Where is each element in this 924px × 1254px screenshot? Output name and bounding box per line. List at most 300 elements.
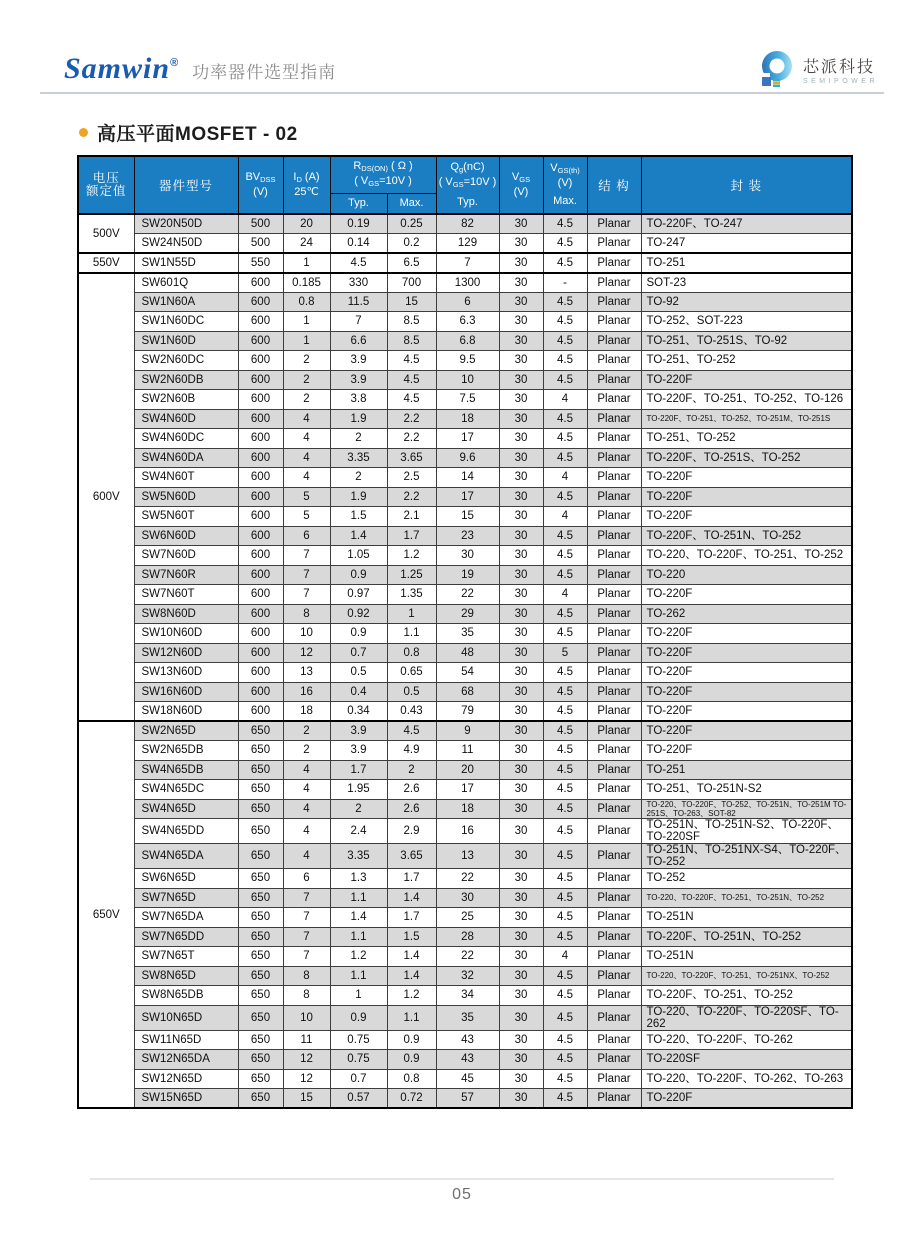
cell-rtyp: 0.9	[330, 624, 387, 644]
cell-vgs: 30	[499, 487, 543, 507]
cell-rtyp: 1.9	[330, 409, 387, 429]
cell-pkg: TO-92	[641, 292, 852, 312]
col-header-vgsth: $V_{GS(th)}$ (V) Max.	[543, 156, 587, 214]
cell-qg: 25	[436, 908, 499, 928]
cell-bv: 600	[238, 273, 283, 293]
cell-vgs: 30	[499, 1089, 543, 1109]
cell-vth: 4.5	[543, 780, 587, 800]
cell-pkg: TO-220F	[641, 721, 852, 741]
cell-qg: 45	[436, 1069, 499, 1089]
cell-vgs: 30	[499, 947, 543, 967]
cell-vgs: 30	[499, 966, 543, 986]
cell-bv: 600	[238, 565, 283, 585]
cell-rmax: 0.9	[387, 1050, 436, 1070]
cell-rmax: 0.72	[387, 1089, 436, 1109]
cell-bv: 650	[238, 1005, 283, 1030]
table-header	[78, 156, 852, 214]
cell-id: 1	[283, 253, 330, 273]
cell-structure: Planar	[587, 448, 641, 468]
cell-vth: 4.5	[543, 331, 587, 351]
cell-qg: 35	[436, 1005, 499, 1030]
cell-rtyp: 3.9	[330, 351, 387, 371]
cell-structure: Planar	[587, 409, 641, 429]
cell-vgs: 30	[499, 390, 543, 410]
cell-qg: 32	[436, 966, 499, 986]
cell-vgs: 30	[499, 986, 543, 1006]
table-row	[78, 429, 852, 449]
cell-part: SW1N60DC	[134, 312, 238, 332]
cell-bv: 600	[238, 585, 283, 605]
table-row	[78, 234, 852, 254]
cell-part: SW16N60D	[134, 682, 238, 702]
cell-vth: 4.5	[543, 409, 587, 429]
cell-id: 2	[283, 721, 330, 741]
cell-bv: 600	[238, 682, 283, 702]
cell-vgs: 30	[499, 927, 543, 947]
table-row	[78, 253, 852, 273]
cell-pkg: TO-220F、TO-251N、TO-252	[641, 927, 852, 947]
cell-bv: 650	[238, 1069, 283, 1089]
cell-rmax: 2.1	[387, 507, 436, 527]
table-row	[78, 409, 852, 429]
cell-rmax: 2.9	[387, 819, 436, 844]
cell-qg: 18	[436, 409, 499, 429]
table-row	[78, 888, 852, 908]
cell-pkg: TO-251、TO-251N-S2	[641, 780, 852, 800]
cell-rmax: 2.2	[387, 409, 436, 429]
cell-qg: 13	[436, 844, 499, 869]
cell-bv: 650	[238, 1030, 283, 1050]
table-row	[78, 966, 852, 986]
table-row	[78, 1005, 852, 1030]
cell-part: SW4N60D	[134, 409, 238, 429]
cell-qg: 6.8	[436, 331, 499, 351]
cell-rmax: 4.5	[387, 390, 436, 410]
cell-rmax: 4.5	[387, 351, 436, 371]
cell-vgs: 30	[499, 565, 543, 585]
cell-pkg: TO-251、TO-251S、TO-92	[641, 331, 852, 351]
cell-bv: 550	[238, 253, 283, 273]
cell-id: 0.185	[283, 273, 330, 293]
cell-rtyp: 0.75	[330, 1030, 387, 1050]
cell-id: 1	[283, 312, 330, 332]
cell-rtyp: 2	[330, 799, 387, 819]
cell-vth: 4.5	[543, 908, 587, 928]
cell-bv: 650	[238, 721, 283, 741]
cell-part: SW24N50D	[134, 234, 238, 254]
cell-pkg: TO-220F	[641, 468, 852, 488]
footer-divider	[90, 1178, 834, 1180]
section-title: 高压平面MOSFET - 02	[97, 124, 298, 145]
cell-structure: Planar	[587, 741, 641, 761]
cell-qg: 22	[436, 585, 499, 605]
cell-id: 7	[283, 947, 330, 967]
cell-id: 7	[283, 927, 330, 947]
cell-rtyp: 0.7	[330, 643, 387, 663]
cell-rmax: 2.5	[387, 468, 436, 488]
cell-part: SW7N60R	[134, 565, 238, 585]
cell-structure: Planar	[587, 351, 641, 371]
cell-rmax: 2.2	[387, 487, 436, 507]
cell-rmax: 1.7	[387, 869, 436, 889]
cell-id: 4	[283, 844, 330, 869]
cell-rmax: 2	[387, 760, 436, 780]
cell-rmax: 1.4	[387, 947, 436, 967]
cell-vgs: 30	[499, 819, 543, 844]
cell-vgs: 30	[499, 429, 543, 449]
cell-bv: 650	[238, 947, 283, 967]
table-row	[78, 468, 852, 488]
corp-name-cn: 芯派科技	[802, 59, 875, 76]
cell-id: 4	[283, 429, 330, 449]
cell-structure: Planar	[587, 370, 641, 390]
cell-pkg: TO-220F	[641, 370, 852, 390]
cell-structure: Planar	[587, 1005, 641, 1030]
cell-part: SW4N65DC	[134, 780, 238, 800]
cell-part: SW601Q	[134, 273, 238, 293]
cell-rmax: 0.9	[387, 1030, 436, 1050]
cell-rmax: 0.43	[387, 702, 436, 722]
cell-qg: 9.5	[436, 351, 499, 371]
cell-bv: 650	[238, 741, 283, 761]
cell-structure: Planar	[587, 844, 641, 869]
col-header-rdson-typ: Typ.	[330, 193, 387, 214]
cell-vth: 4	[543, 585, 587, 605]
voltage-group-label: 650V	[78, 721, 134, 1108]
cell-bv: 650	[238, 760, 283, 780]
cell-rmax: 0.65	[387, 663, 436, 683]
cell-id: 4	[283, 409, 330, 429]
cell-rtyp: 2	[330, 429, 387, 449]
cell-rtyp: 3.9	[330, 370, 387, 390]
cell-rmax: 8.5	[387, 312, 436, 332]
cell-part: SW4N60DA	[134, 448, 238, 468]
cell-rmax: 2.6	[387, 780, 436, 800]
cell-part: SW10N65D	[134, 1005, 238, 1030]
cell-vth: 4.5	[543, 819, 587, 844]
brand-name: Samwin	[64, 52, 171, 85]
cell-pkg: TO-220SF	[641, 1050, 852, 1070]
cell-rmax: 3.65	[387, 448, 436, 468]
cell-vgs: 30	[499, 292, 543, 312]
cell-rtyp: 11.5	[330, 292, 387, 312]
cell-structure: Planar	[587, 799, 641, 819]
cell-qg: 29	[436, 604, 499, 624]
cell-vth: 4.5	[543, 1030, 587, 1050]
cell-structure: Planar	[587, 702, 641, 722]
cell-pkg: TO-220F	[641, 624, 852, 644]
cell-vgs: 30	[499, 760, 543, 780]
cell-structure: Planar	[587, 986, 641, 1006]
cell-pkg: TO-251N、TO-251NX-S4、TO-220F、TO-252	[641, 844, 852, 869]
table-row	[78, 908, 852, 928]
cell-qg: 79	[436, 702, 499, 722]
table-row	[78, 844, 852, 869]
cell-structure: Planar	[587, 1089, 641, 1109]
mosfet-table	[77, 155, 853, 1109]
cell-bv: 650	[238, 869, 283, 889]
cell-bv: 500	[238, 234, 283, 254]
cell-vgs: 30	[499, 1050, 543, 1070]
cell-vth: 4.5	[543, 448, 587, 468]
cell-vth: 4.5	[543, 292, 587, 312]
cell-pkg: TO-220、TO-220F、TO-252、TO-251N、TO-251M TO-251S、TO-263、SOT-82	[641, 799, 852, 819]
cell-structure: Planar	[587, 721, 641, 741]
cell-rtyp: 0.7	[330, 1069, 387, 1089]
cell-structure: Planar	[587, 1030, 641, 1050]
cell-structure: Planar	[587, 312, 641, 332]
cell-rtyp: 7	[330, 312, 387, 332]
cell-part: SW15N65D	[134, 1089, 238, 1109]
table-row	[78, 1030, 852, 1050]
cell-vth: 4.5	[543, 565, 587, 585]
cell-structure: Planar	[587, 546, 641, 566]
cell-id: 24	[283, 234, 330, 254]
cell-rmax: 4.5	[387, 721, 436, 741]
cell-rtyp: 1.4	[330, 908, 387, 928]
cell-part: SW6N60D	[134, 526, 238, 546]
cell-rtyp: 2.4	[330, 819, 387, 844]
cell-pkg: TO-220F	[641, 643, 852, 663]
cell-qg: 6.3	[436, 312, 499, 332]
cell-vth: 4.5	[543, 429, 587, 449]
table-row	[78, 507, 852, 527]
corp-name-en: SEMIPOWER	[802, 78, 878, 85]
cell-part: SW18N60D	[134, 702, 238, 722]
cell-vth: 4.5	[543, 741, 587, 761]
cell-bv: 600	[238, 370, 283, 390]
cell-rtyp: 1.5	[330, 507, 387, 527]
cell-vth: 4	[543, 390, 587, 410]
cell-vgs: 30	[499, 370, 543, 390]
table-row	[78, 273, 852, 293]
cell-bv: 650	[238, 1050, 283, 1070]
cell-part: SW8N65D	[134, 966, 238, 986]
cell-id: 4	[283, 799, 330, 819]
cell-pkg: TO-251、TO-252	[641, 429, 852, 449]
cell-part: SW7N65T	[134, 947, 238, 967]
cell-rtyp: 1.7	[330, 760, 387, 780]
cell-id: 7	[283, 565, 330, 585]
cell-vth: 4.5	[543, 986, 587, 1006]
cell-id: 4	[283, 760, 330, 780]
cell-bv: 600	[238, 468, 283, 488]
table-row	[78, 819, 852, 844]
cell-rmax: 1.5	[387, 927, 436, 947]
cell-rtyp: 0.9	[330, 565, 387, 585]
cell-rtyp: 6.6	[330, 331, 387, 351]
table-row	[78, 760, 852, 780]
cell-vth: 4.5	[543, 370, 587, 390]
cell-vgs: 30	[499, 468, 543, 488]
cell-rtyp: 0.92	[330, 604, 387, 624]
cell-pkg: TO-220、TO-220F、TO-262	[641, 1030, 852, 1050]
table-row	[78, 546, 852, 566]
cell-bv: 600	[238, 663, 283, 683]
cell-id: 4	[283, 468, 330, 488]
cell-structure: Planar	[587, 585, 641, 605]
cell-rmax: 1.7	[387, 908, 436, 928]
cell-rtyp: 0.19	[330, 214, 387, 234]
cell-id: 6	[283, 526, 330, 546]
cell-vth: 4.5	[543, 487, 587, 507]
cell-bv: 600	[238, 409, 283, 429]
cell-part: SW6N65D	[134, 869, 238, 889]
cell-rmax: 1.2	[387, 986, 436, 1006]
cell-vgs: 30	[499, 721, 543, 741]
cell-qg: 17	[436, 780, 499, 800]
cell-qg: 15	[436, 507, 499, 527]
cell-vth: 4.5	[543, 604, 587, 624]
cell-structure: Planar	[587, 331, 641, 351]
cell-structure: Planar	[587, 1069, 641, 1089]
cell-rmax: 4.9	[387, 741, 436, 761]
cell-bv: 600	[238, 351, 283, 371]
cell-vth: 4.5	[543, 546, 587, 566]
table-row	[78, 869, 852, 889]
cell-part: SW7N60T	[134, 585, 238, 605]
cell-bv: 650	[238, 888, 283, 908]
cell-rmax: 2.2	[387, 429, 436, 449]
cell-vth: 4.5	[543, 1069, 587, 1089]
cell-id: 10	[283, 1005, 330, 1030]
cell-bv: 600	[238, 312, 283, 332]
cell-qg: 57	[436, 1089, 499, 1109]
mosfet-table-body	[78, 214, 852, 1108]
cell-qg: 9	[436, 721, 499, 741]
cell-pkg: TO-252、SOT-223	[641, 312, 852, 332]
cell-id: 12	[283, 1050, 330, 1070]
voltage-group-label: 600V	[78, 273, 134, 722]
cell-id: 10	[283, 624, 330, 644]
cell-rtyp: 1.1	[330, 888, 387, 908]
cell-structure: Planar	[587, 429, 641, 449]
cell-pkg: TO-220F、TO-251、TO-252	[641, 986, 852, 1006]
cell-qg: 23	[436, 526, 499, 546]
cell-rmax: 700	[387, 273, 436, 293]
table-row	[78, 702, 852, 722]
cell-id: 5	[283, 507, 330, 527]
cell-id: 6	[283, 869, 330, 889]
cell-rtyp: 4.5	[330, 253, 387, 273]
table-row	[78, 312, 852, 332]
cell-bv: 600	[238, 487, 283, 507]
cell-part: SW4N65DD	[134, 819, 238, 844]
cell-id: 1	[283, 331, 330, 351]
cell-vth: 4.5	[543, 927, 587, 947]
col-header-id: $I_D$ (A) 25℃	[283, 156, 330, 214]
col-header-vgs: $V_{GS}$ (V)	[499, 156, 543, 214]
cell-qg: 18	[436, 799, 499, 819]
cell-structure: Planar	[587, 214, 641, 234]
table-row	[78, 986, 852, 1006]
table-row	[78, 721, 852, 741]
cell-part: SW4N60DC	[134, 429, 238, 449]
cell-rmax: 1	[387, 604, 436, 624]
col-header-voltage: 电压 额定值	[78, 156, 134, 214]
cell-pkg: TO-220F	[641, 1089, 852, 1109]
page-header	[40, 50, 884, 96]
cell-structure: Planar	[587, 780, 641, 800]
cell-id: 12	[283, 643, 330, 663]
cell-rtyp: 3.35	[330, 844, 387, 869]
cell-bv: 600	[238, 507, 283, 527]
cell-bv: 600	[238, 604, 283, 624]
cell-qg: 7.5	[436, 390, 499, 410]
cell-bv: 500	[238, 214, 283, 234]
section-header	[79, 119, 298, 146]
cell-vgs: 30	[499, 624, 543, 644]
cell-structure: Planar	[587, 966, 641, 986]
cell-qg: 22	[436, 869, 499, 889]
cell-bv: 600	[238, 624, 283, 644]
cell-rmax: 8.5	[387, 331, 436, 351]
cell-vgs: 30	[499, 663, 543, 683]
cell-part: SW12N65DA	[134, 1050, 238, 1070]
cell-pkg: TO-220F	[641, 585, 852, 605]
table-row	[78, 1069, 852, 1089]
cell-rmax: 2.6	[387, 799, 436, 819]
voltage-group-label: 500V	[78, 214, 134, 253]
header-divider	[40, 92, 884, 94]
cell-vgs: 30	[499, 507, 543, 527]
cell-bv: 650	[238, 819, 283, 844]
section-bullet-icon	[79, 128, 88, 137]
cell-part: SW4N60T	[134, 468, 238, 488]
cell-structure: Planar	[587, 908, 641, 928]
cell-id: 7	[283, 546, 330, 566]
cell-rmax: 1.2	[387, 546, 436, 566]
cell-structure: Planar	[587, 927, 641, 947]
cell-part: SW7N60D	[134, 546, 238, 566]
cell-bv: 600	[238, 448, 283, 468]
col-header-rdson-max: Max.	[387, 193, 436, 214]
cell-structure: Planar	[587, 253, 641, 273]
cell-pkg: TO-220	[641, 565, 852, 585]
cell-qg: 9.6	[436, 448, 499, 468]
cell-vgs: 30	[499, 682, 543, 702]
cell-pkg: TO-220F	[641, 663, 852, 683]
cell-structure: Planar	[587, 682, 641, 702]
cell-qg: 68	[436, 682, 499, 702]
cell-vgs: 30	[499, 780, 543, 800]
cell-part: SW7N65DD	[134, 927, 238, 947]
cell-pkg: TO-220、TO-220F、TO-251、TO-252	[641, 546, 852, 566]
cell-pkg: TO-251、TO-252	[641, 351, 852, 371]
cell-id: 4	[283, 448, 330, 468]
cell-pkg: TO-252	[641, 869, 852, 889]
cell-vth: 4.5	[543, 253, 587, 273]
cell-vth: 4.5	[543, 702, 587, 722]
cell-part: SW2N60DB	[134, 370, 238, 390]
cell-part: SW8N65DB	[134, 986, 238, 1006]
registered-mark-icon: ®	[170, 57, 179, 69]
cell-part: SW12N65D	[134, 1069, 238, 1089]
cell-qg: 19	[436, 565, 499, 585]
cell-structure: Planar	[587, 390, 641, 410]
cell-pkg: TO-251	[641, 253, 852, 273]
cell-rmax: 4.5	[387, 370, 436, 390]
cell-rtyp: 3.35	[330, 448, 387, 468]
cell-bv: 650	[238, 844, 283, 869]
cell-pkg: TO-251N、TO-251N-S2、TO-220F、TO-220SF	[641, 819, 852, 844]
cell-structure: Planar	[587, 487, 641, 507]
cell-vgs: 30	[499, 888, 543, 908]
cell-id: 7	[283, 585, 330, 605]
cell-pkg: TO-220F、TO-247	[641, 214, 852, 234]
cell-structure: Planar	[587, 526, 641, 546]
cell-vgs: 30	[499, 312, 543, 332]
